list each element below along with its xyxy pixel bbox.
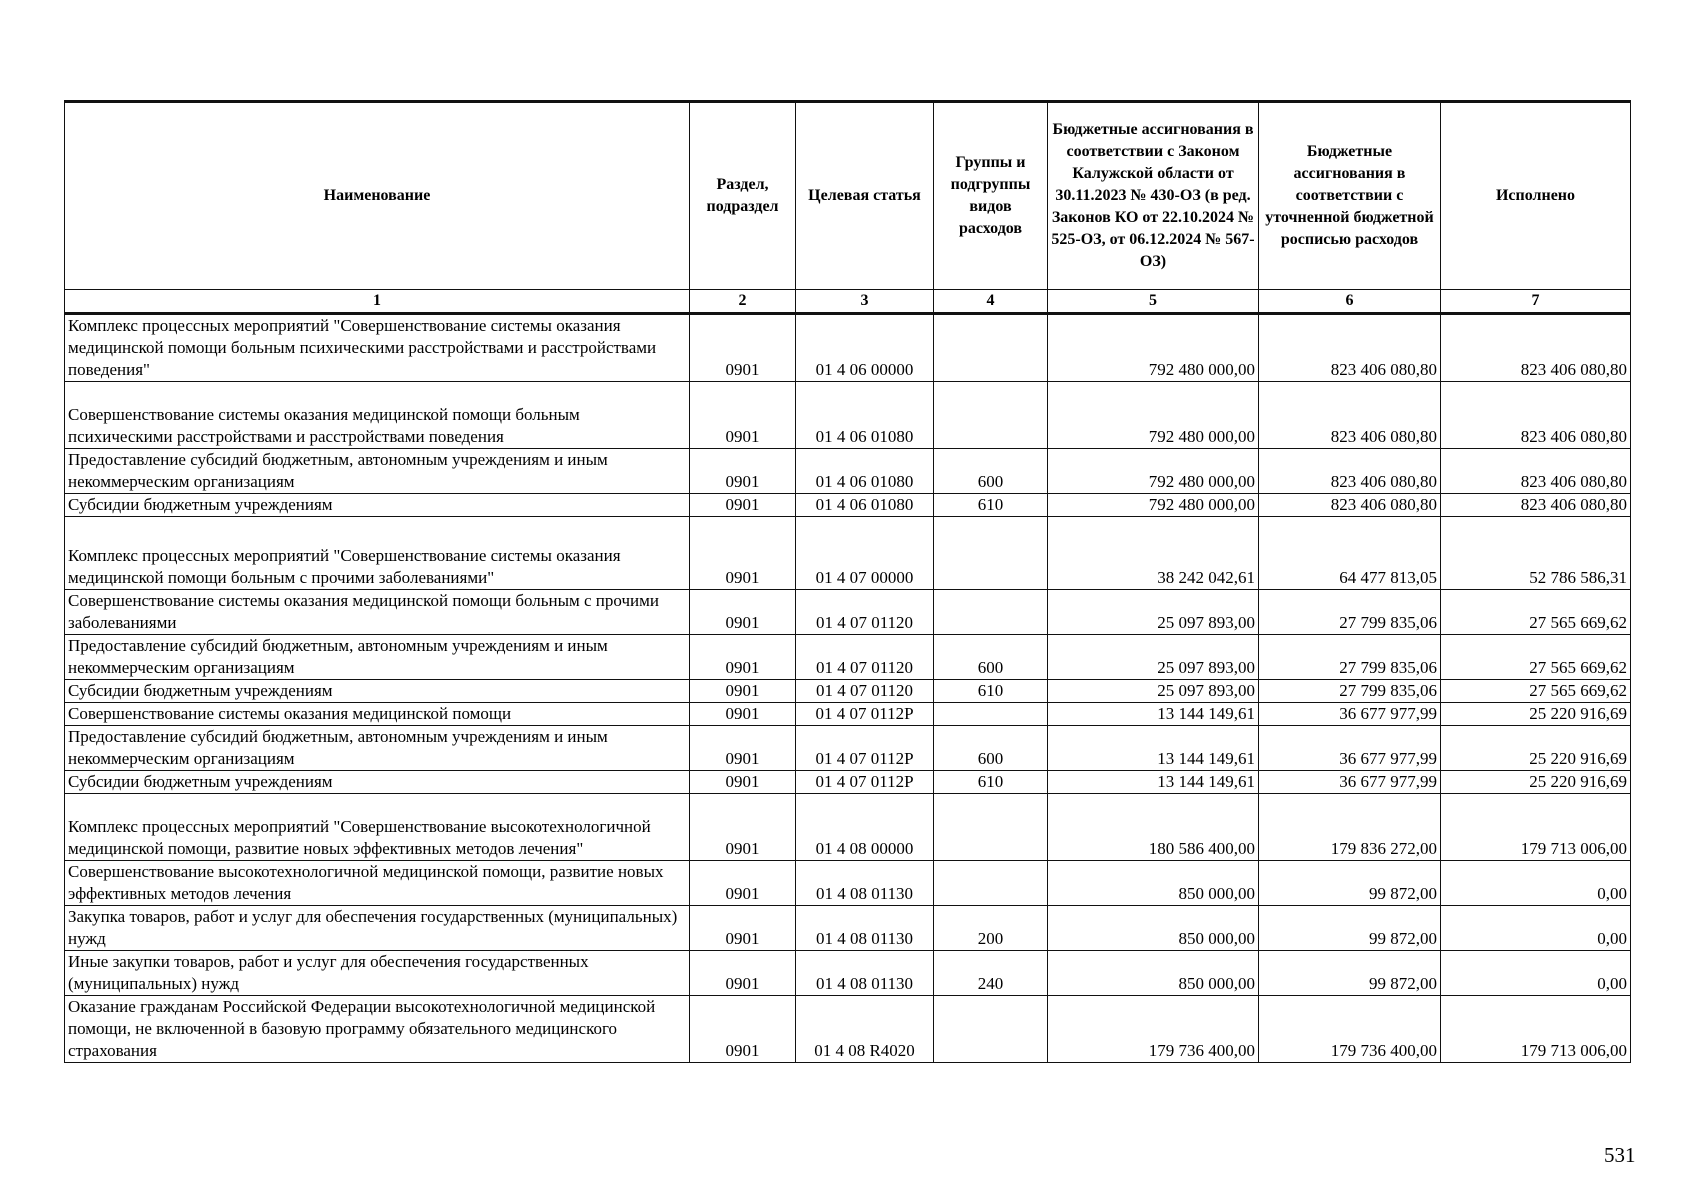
- budget-execution-table: [64, 100, 1631, 1063]
- cell-executed: 0,00: [1441, 906, 1631, 951]
- cell-budget-refined: 99 872,00: [1259, 906, 1441, 951]
- cell-section: 0901: [690, 517, 796, 590]
- cell-section: 0901: [690, 996, 796, 1063]
- column-number: 6: [1259, 290, 1441, 314]
- cell-name: Совершенствование системы оказания медицинской помощи больным с прочими заболеваниями: [65, 590, 690, 635]
- column-number: 4: [934, 290, 1048, 314]
- cell-budget-refined: 823 406 080,80: [1259, 314, 1441, 382]
- cell-budget-law: 25 097 893,00: [1048, 590, 1259, 635]
- cell-target: 01 4 08 01130: [796, 951, 934, 996]
- cell-budget-refined: 99 872,00: [1259, 951, 1441, 996]
- table-row: [65, 794, 1631, 861]
- header-budget-refined: Бюджетные ассигнования в соответствии с уточненной бюджетной росписью расходов: [1259, 102, 1441, 290]
- table-row: [65, 635, 1631, 680]
- cell-budget-refined: 36 677 977,99: [1259, 703, 1441, 726]
- budget-table-container: [64, 100, 1630, 1063]
- cell-budget-law: 25 097 893,00: [1048, 635, 1259, 680]
- cell-name: Совершенствование системы оказания медицинской помощи: [65, 703, 690, 726]
- cell-group: 600: [934, 635, 1048, 680]
- column-number: 3: [796, 290, 934, 314]
- cell-name: Предоставление субсидий бюджетным, автономным учреждениям и иным некоммерческим организациям: [65, 449, 690, 494]
- table-row: [65, 996, 1631, 1063]
- cell-group: [934, 996, 1048, 1063]
- cell-group: [934, 794, 1048, 861]
- cell-budget-refined: 823 406 080,80: [1259, 449, 1441, 494]
- cell-budget-refined: 36 677 977,99: [1259, 726, 1441, 771]
- cell-target: 01 4 06 01080: [796, 494, 934, 517]
- table-row: [65, 703, 1631, 726]
- header-name: Наименование: [65, 102, 690, 290]
- cell-section: 0901: [690, 314, 796, 382]
- cell-target: 01 4 06 01080: [796, 449, 934, 494]
- cell-budget-refined: 179 836 272,00: [1259, 794, 1441, 861]
- cell-budget-law: 179 736 400,00: [1048, 996, 1259, 1063]
- cell-executed: 823 406 080,80: [1441, 449, 1631, 494]
- cell-section: 0901: [690, 861, 796, 906]
- cell-name: Закупка товаров, работ и услуг для обеспечения государственных (муниципальных) нужд: [65, 906, 690, 951]
- cell-budget-refined: 823 406 080,80: [1259, 382, 1441, 449]
- cell-executed: 179 713 006,00: [1441, 794, 1631, 861]
- cell-section: 0901: [690, 382, 796, 449]
- cell-group: 610: [934, 680, 1048, 703]
- cell-budget-refined: 179 736 400,00: [1259, 996, 1441, 1063]
- cell-section: 0901: [690, 951, 796, 996]
- cell-section: 0901: [690, 449, 796, 494]
- cell-group: [934, 314, 1048, 382]
- cell-target: 01 4 06 01080: [796, 382, 934, 449]
- cell-executed: 27 565 669,62: [1441, 590, 1631, 635]
- cell-budget-law: 850 000,00: [1048, 861, 1259, 906]
- cell-section: 0901: [690, 771, 796, 794]
- header-expense-group: Группы и подгруппы видов расходов: [934, 102, 1048, 290]
- cell-budget-refined: 99 872,00: [1259, 861, 1441, 906]
- cell-budget-law: 850 000,00: [1048, 951, 1259, 996]
- cell-executed: 25 220 916,69: [1441, 726, 1631, 771]
- cell-budget-refined: 64 477 813,05: [1259, 517, 1441, 590]
- cell-executed: 52 786 586,31: [1441, 517, 1631, 590]
- header-executed: Исполнено: [1441, 102, 1631, 290]
- cell-name: Совершенствование системы оказания медицинской помощи больным психическими расстройствами и расстройствами поведения: [65, 382, 690, 449]
- page-number: 531: [1604, 1143, 1636, 1167]
- cell-budget-law: 792 480 000,00: [1048, 314, 1259, 382]
- header-target-article: Целевая статья: [796, 102, 934, 290]
- cell-group: 240: [934, 951, 1048, 996]
- cell-executed: 0,00: [1441, 951, 1631, 996]
- cell-budget-law: 180 586 400,00: [1048, 794, 1259, 861]
- table-row: [65, 449, 1631, 494]
- cell-name: Комплекс процессных мероприятий "Совершенствование высокотехнологичной медицинской помощи, развитие новых эффективных методов лечения": [65, 794, 690, 861]
- cell-budget-refined: 27 799 835,06: [1259, 590, 1441, 635]
- table-row: [65, 517, 1631, 590]
- table-row: [65, 726, 1631, 771]
- cell-group: 200: [934, 906, 1048, 951]
- cell-budget-law: 13 144 149,61: [1048, 726, 1259, 771]
- table-row: [65, 382, 1631, 449]
- cell-group: 610: [934, 494, 1048, 517]
- cell-executed: 823 406 080,80: [1441, 494, 1631, 517]
- cell-target: 01 4 08 01130: [796, 861, 934, 906]
- column-number: 1: [65, 290, 690, 314]
- column-number: 7: [1441, 290, 1631, 314]
- cell-section: 0901: [690, 680, 796, 703]
- cell-section: 0901: [690, 494, 796, 517]
- cell-group: [934, 861, 1048, 906]
- cell-target: 01 4 07 0112Р: [796, 771, 934, 794]
- cell-name: Комплекс процессных мероприятий "Совершенствование системы оказания медицинской помощи больным психическими расстройствами и расстройствами поведения": [65, 314, 690, 382]
- cell-budget-refined: 823 406 080,80: [1259, 494, 1441, 517]
- cell-section: 0901: [690, 726, 796, 771]
- cell-executed: 179 713 006,00: [1441, 996, 1631, 1063]
- cell-name: Предоставление субсидий бюджетным, автономным учреждениям и иным некоммерческим организациям: [65, 726, 690, 771]
- column-number: 5: [1048, 290, 1259, 314]
- cell-name: Совершенствование высокотехнологичной медицинской помощи, развитие новых эффективных методов лечения: [65, 861, 690, 906]
- cell-name: Иные закупки товаров, работ и услуг для обеспечения государственных (муниципальных) нужд: [65, 951, 690, 996]
- cell-name: Субсидии бюджетным учреждениям: [65, 494, 690, 517]
- cell-executed: 25 220 916,69: [1441, 703, 1631, 726]
- cell-budget-refined: 27 799 835,06: [1259, 635, 1441, 680]
- cell-group: 600: [934, 449, 1048, 494]
- table-row: [65, 861, 1631, 906]
- cell-target: 01 4 06 00000: [796, 314, 934, 382]
- cell-group: 610: [934, 771, 1048, 794]
- column-number: 2: [690, 290, 796, 314]
- cell-name: Оказание гражданам Российской Федерации высокотехнологичной медицинской помощи, не включенной в базовую программу обязательного медицинского страхования: [65, 996, 690, 1063]
- cell-target: 01 4 08 R4020: [796, 996, 934, 1063]
- cell-executed: 823 406 080,80: [1441, 382, 1631, 449]
- table-row: [65, 951, 1631, 996]
- cell-target: 01 4 08 01130: [796, 906, 934, 951]
- cell-target: 01 4 07 01120: [796, 635, 934, 680]
- cell-name: Субсидии бюджетным учреждениям: [65, 680, 690, 703]
- cell-section: 0901: [690, 590, 796, 635]
- cell-target: 01 4 07 0112Р: [796, 703, 934, 726]
- header-budget-law: Бюджетные ассигнования в соответствии с Законом Калужской области от 30.11.2023 № 430-ОЗ (в ред. Законов КО от 22.10.2024 № 525-ОЗ, от 06.12.2024 № 567-ОЗ): [1048, 102, 1259, 290]
- cell-budget-law: 38 242 042,61: [1048, 517, 1259, 590]
- cell-target: 01 4 07 01120: [796, 590, 934, 635]
- cell-group: [934, 590, 1048, 635]
- cell-budget-law: 850 000,00: [1048, 906, 1259, 951]
- table-row: [65, 494, 1631, 517]
- cell-name: Предоставление субсидий бюджетным, автономным учреждениям и иным некоммерческим организациям: [65, 635, 690, 680]
- cell-executed: 27 565 669,62: [1441, 635, 1631, 680]
- cell-budget-law: 13 144 149,61: [1048, 703, 1259, 726]
- cell-executed: 823 406 080,80: [1441, 314, 1631, 382]
- cell-executed: 25 220 916,69: [1441, 771, 1631, 794]
- column-number-row: [65, 290, 1631, 314]
- table-row: [65, 906, 1631, 951]
- table-row: [65, 590, 1631, 635]
- cell-budget-law: 792 480 000,00: [1048, 494, 1259, 517]
- cell-name: Субсидии бюджетным учреждениям: [65, 771, 690, 794]
- table-row: [65, 771, 1631, 794]
- cell-section: 0901: [690, 635, 796, 680]
- cell-target: 01 4 08 00000: [796, 794, 934, 861]
- cell-section: 0901: [690, 703, 796, 726]
- header-section: Раздел, подраздел: [690, 102, 796, 290]
- cell-group: 600: [934, 726, 1048, 771]
- cell-budget-refined: 27 799 835,06: [1259, 680, 1441, 703]
- cell-section: 0901: [690, 906, 796, 951]
- cell-target: 01 4 07 01120: [796, 680, 934, 703]
- table-row: [65, 314, 1631, 382]
- cell-budget-law: 792 480 000,00: [1048, 382, 1259, 449]
- cell-name: Комплекс процессных мероприятий "Совершенствование системы оказания медицинской помощи больным с прочими заболеваниями": [65, 517, 690, 590]
- table-header-row: [65, 102, 1631, 290]
- cell-section: 0901: [690, 794, 796, 861]
- cell-budget-refined: 36 677 977,99: [1259, 771, 1441, 794]
- cell-budget-law: 792 480 000,00: [1048, 449, 1259, 494]
- cell-budget-law: 25 097 893,00: [1048, 680, 1259, 703]
- cell-executed: 0,00: [1441, 861, 1631, 906]
- cell-budget-law: 13 144 149,61: [1048, 771, 1259, 794]
- cell-group: [934, 382, 1048, 449]
- cell-executed: 27 565 669,62: [1441, 680, 1631, 703]
- cell-target: 01 4 07 0112Р: [796, 726, 934, 771]
- cell-target: 01 4 07 00000: [796, 517, 934, 590]
- table-row: [65, 680, 1631, 703]
- cell-group: [934, 517, 1048, 590]
- cell-group: [934, 703, 1048, 726]
